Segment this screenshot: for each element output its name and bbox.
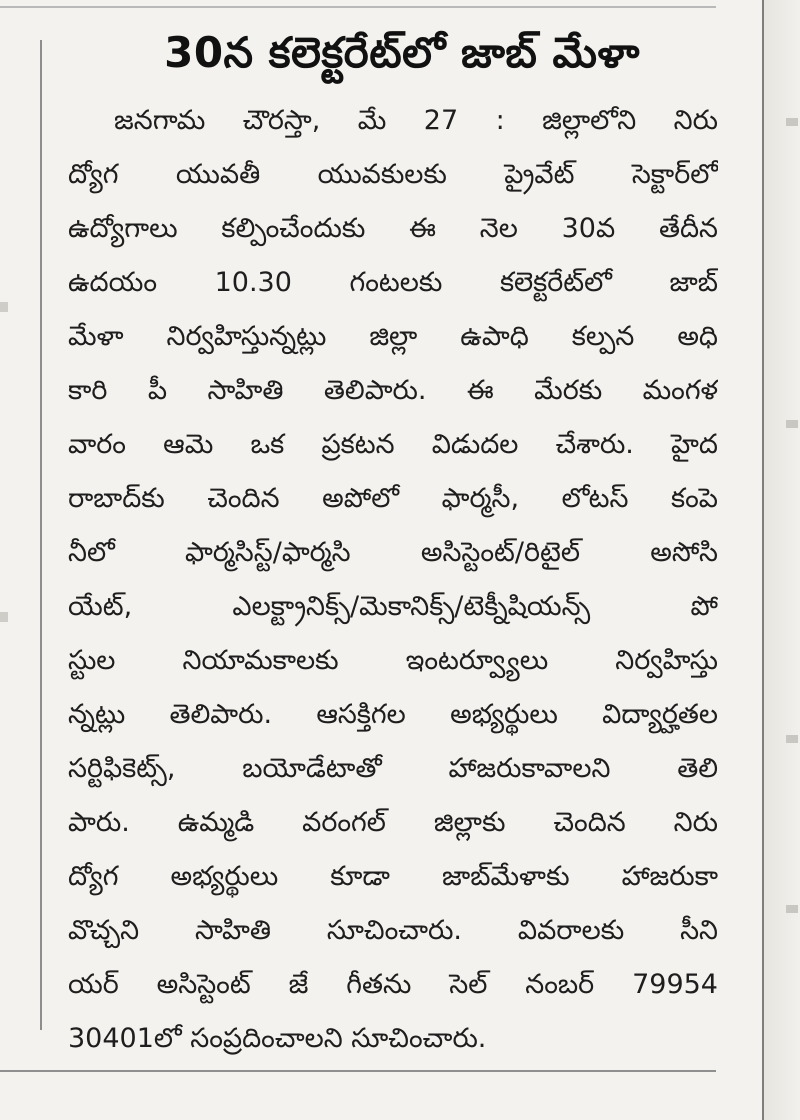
news-article — [68, 18, 736, 1054]
bottom-column-rule — [0, 1070, 716, 1072]
article-line: నీలో ఫార్మసిస్ట్/ఫార్మసి అసిస్టెంట్/రిటైల్ అసోసి — [68, 537, 718, 568]
article-line: యేట్, ఎలక్ట్రానిక్స్/మెకానిక్స్/టెక్నీషియన్స్ పో — [68, 591, 718, 622]
article-line: న్నట్లు తెలిపారు. ఆసక్తిగల అభ్యర్థులు విద్యార్హతల — [68, 699, 718, 730]
article-line: యర్ అసిస్టెంట్ జే గీతను సెల్ నంబర్ 79954 — [68, 969, 718, 1000]
article-line: సర్టిఫికెట్స్, బయోడేటాతో హాజరుకావాలని తెలి — [68, 753, 718, 784]
article-line: వొచ్చని సాహితి సూచించారు. వివరాలకు సీని — [68, 915, 718, 946]
adjacent-column-edge — [764, 0, 800, 1120]
article-line: ద్యోగ అభ్యర్థులు కూడా జాబ్‌మేళాకు హాజరుకా — [68, 861, 718, 892]
edge-print-mark — [786, 118, 798, 126]
left-print-mark — [0, 612, 8, 622]
article-line: జనగామ చౌరస్తా, మే 27 : జిల్లాలోని నిరు — [114, 105, 718, 136]
edge-print-mark — [786, 905, 798, 913]
article-line: ఉదయం 10.30 గంటలకు కలెక్టరేట్‌లో జాబ్ — [68, 267, 718, 298]
article-line: ద్యోగ యువతీ యువకులకు ప్రైవేట్ సెక్టార్‌లో — [68, 159, 718, 190]
edge-print-mark — [786, 420, 798, 428]
article-line: స్టుల నియామకాలకు ఇంటర్వ్యూలు నిర్వహిస్తు — [68, 645, 718, 676]
article-line: కారి పీ సాహితి తెలిపారు. ఈ మేరకు మంగళ — [68, 375, 718, 406]
article-line: రాబాద్‌కు చెందిన అపోలో ఫార్మసీ, లోటస్ కంపె — [68, 483, 718, 514]
left-print-mark — [0, 302, 8, 312]
article-line: 30401లో సంప్రదించాలని సూచించారు. — [68, 1023, 487, 1054]
right-column-rule — [762, 0, 764, 1120]
article-line: పారు. ఉమ్మడి వరంగల్ జిల్లాకు చెందిన నిరు — [68, 807, 718, 838]
article-line: ఉద్యోగాలు కల్పించేందుకు ఈ నెల 30వ తేదీన — [68, 213, 718, 244]
article-body — [68, 94, 718, 1066]
article-line: మేళా నిర్వహిస్తున్నట్లు జిల్లా ఉపాధి కల్పన అధి — [68, 321, 718, 352]
edge-print-mark — [786, 735, 798, 743]
article-headline: 30న కలెక్టరేట్‌లో జాబ్ మేళా — [164, 28, 640, 77]
article-line: వారం ఆమె ఒక ప్రకటన విడుదల చేశారు. హైద — [68, 429, 718, 460]
left-column-rule — [40, 40, 42, 1030]
top-column-rule — [0, 6, 716, 8]
